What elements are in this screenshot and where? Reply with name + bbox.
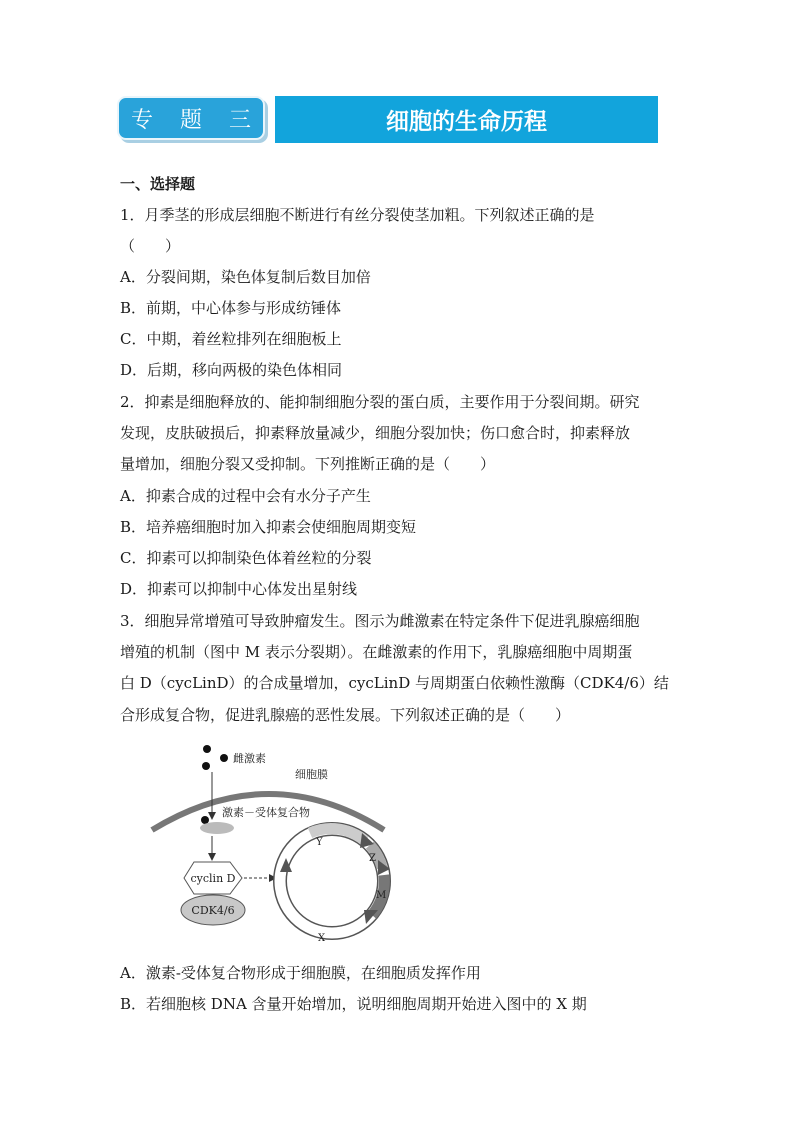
- q1-stem-line2: （ ）: [120, 237, 181, 255]
- q2-stem-line3: 量增加，细胞分裂又受抑制。下列推断正确的是（ ）: [120, 455, 496, 473]
- estrogen-dot-1: [203, 745, 211, 753]
- phase-m-label: M: [376, 890, 387, 901]
- phase-z-label: Z: [369, 853, 376, 864]
- q3-stem-line1: 3．细胞异常增殖可导致肿瘤发生。图示为雌激素在特定条件下促进乳腺癌细胞: [120, 612, 640, 630]
- estrogen-label: 雌激素: [233, 752, 266, 765]
- cell-cycle-ring: [280, 828, 390, 933]
- complex-label: 激素－受体复合物: [222, 806, 310, 819]
- q2-stem-line1: 2．抑素是细胞释放的、能抑制细胞分裂的蛋白质，主要作用于分裂间期。研究: [120, 393, 640, 411]
- q1-option-a: A．分裂间期，染色体复制后数目加倍: [120, 268, 371, 286]
- topic-title-banner: [275, 96, 658, 143]
- section-heading: 一、选择题: [120, 175, 196, 193]
- q3-stem-line4: 合形成复合物，促进乳腺癌的恶性发展。下列叙述正确的是（ ）: [120, 706, 571, 724]
- cell-cycle-diagram: [140, 738, 410, 948]
- topic-title: 细胞的生命历程: [386, 109, 547, 135]
- q1-option-b: B．前期，中心体参与形成纺锤体: [120, 299, 342, 317]
- topic-tag: [117, 96, 265, 140]
- q3-option-a: A．激素-受体复合物形成于细胞膜，在细胞质发挥作用: [120, 964, 481, 982]
- q2-option-b: B．培养癌细胞时加入抑素会使细胞周期变短: [120, 518, 417, 536]
- q1-option-d: D．后期，移向两极的染色体相同: [120, 361, 343, 379]
- estrogen-dot-2: [220, 754, 228, 762]
- receptor: [200, 822, 234, 834]
- q3-option-b: B．若细胞核 DNA 含量开始增加，说明细胞周期开始进入图中的 X 期: [120, 995, 587, 1013]
- q3-stem-line2: 增殖的机制（图中 M 表示分裂期）。在雌激素的作用下，乳腺癌细胞中周期蛋: [120, 643, 633, 661]
- cdk-label: CDK4/6: [191, 904, 235, 917]
- phase-y-label: Y: [316, 837, 323, 848]
- q2-option-a: A．抑素合成的过程中会有水分子产生: [120, 487, 371, 505]
- q1-stem-line1: 1．月季茎的形成层细胞不断进行有丝分裂使茎加粗。下列叙述正确的是: [120, 206, 595, 224]
- cyclin-d-label: cyclin D: [190, 872, 236, 885]
- membrane-label: 细胞膜: [295, 768, 328, 781]
- phase-x-label: X: [318, 933, 326, 944]
- q2-option-c: C．抑素可以抑制染色体着丝粒的分裂: [120, 549, 372, 567]
- q2-option-d: D．抑素可以抑制中心体发出星射线: [120, 580, 358, 598]
- hormone-dot: [201, 816, 209, 824]
- q1-option-c: C．中期，着丝粒排列在细胞板上: [120, 330, 342, 348]
- estrogen-dot-3: [202, 762, 210, 770]
- q2-stem-line2: 发现，皮肤破损后，抑素释放量减少，细胞分裂加快；伤口愈合时，抑素释放: [120, 424, 631, 442]
- topic-tag-text: 专 题 三: [131, 107, 261, 133]
- q3-stem-line3: 白 D（cycLinD）的合成量增加，cycLinD 与周期蛋白依赖性激酶（CDK4/6）结: [120, 674, 669, 692]
